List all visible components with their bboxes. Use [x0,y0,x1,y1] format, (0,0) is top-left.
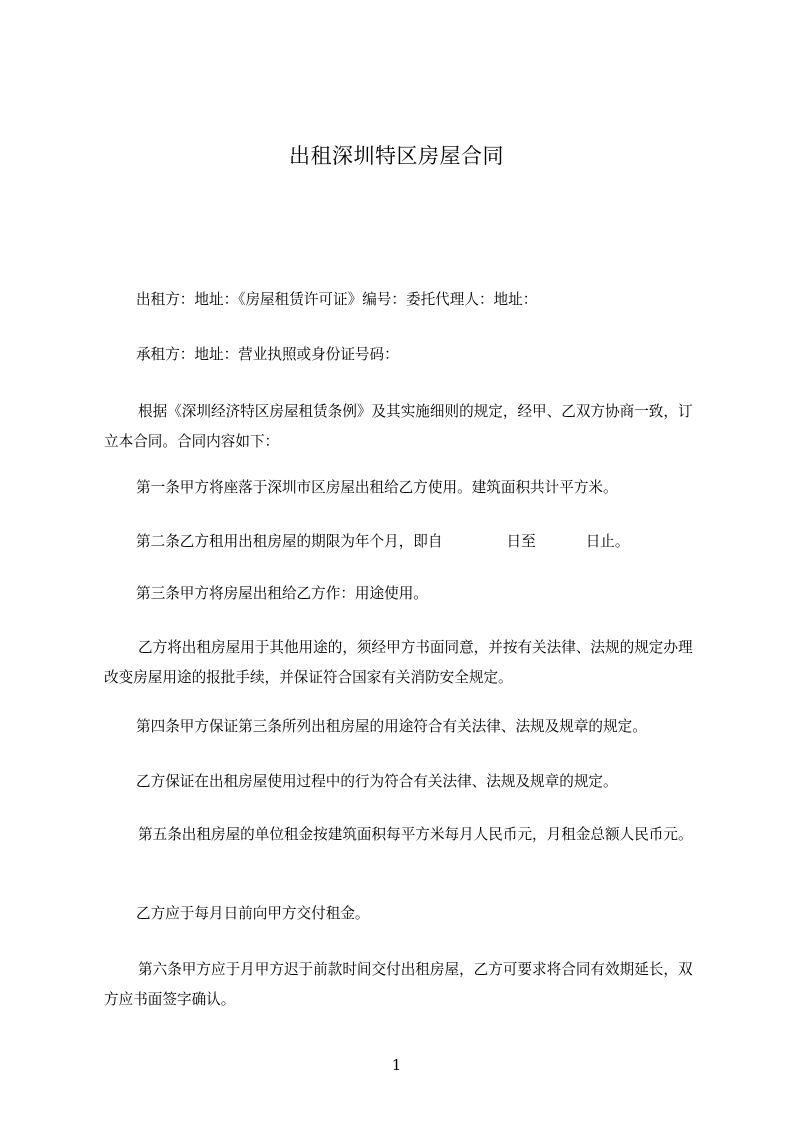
article-2-start-day: 日至 [506,533,536,550]
paragraph-article-5: 第五条出租房屋的单位租金按建筑面积每平方米每月人民币元，月租金总额人民币元。 [138,826,693,843]
paragraph-article-6: 第六条甲方应于月甲方迟于前款时间交付出租房屋，乙方可要求将合同有效期延长，双方应书面签字确认。 [104,961,693,1008]
page-number: 1 [391,1056,402,1074]
article-2-term: 第二条乙方租用出租房屋的期限为年个月，即自 [136,533,443,550]
paragraph-article-4-lessee: 乙方保证在出租房屋使用过程中的行为符合有关法律、法规及规章的规定。 [136,773,618,790]
paragraph-lessor: 出租方：地址：《房屋租赁许可证》编号：委托代理人：地址： [136,291,538,308]
paragraph-article-2 [104,527,704,557]
document-title: 出租深圳特区房屋合同 [289,144,504,168]
paragraph-lessee: 承租方：地址：营业执照或身份证号码： [136,346,399,363]
paragraph-article-3-usage: 乙方将出租房屋用于其他用途的，须经甲方书面同意，并按有关法律、法规的规定办理改变房屋用途的报批手续，并保证符合国家有关消防安全规定。 [104,639,693,686]
paragraph-article-5-payment: 乙方应于每月日前向甲方交付租金。 [136,905,370,922]
paragraph-article-1: 第一条甲方将座落于深圳市区房屋出租给乙方使用。建筑面积共计平方米。 [136,479,618,496]
paragraph-article-3: 第三条甲方将房屋出租给乙方作：用途使用。 [136,585,428,602]
article-2-end-day: 日止。 [585,533,630,550]
paragraph-article-4: 第四条甲方保证第三条所列出租房屋的用途符合有关法律、法规及规章的规定。 [136,718,647,735]
paragraph-preamble: 根据《深圳经济特区房屋租赁条例》及其实施细则的规定，经甲、乙双方协商一致，订立本合同。合同内容如下： [104,403,693,450]
